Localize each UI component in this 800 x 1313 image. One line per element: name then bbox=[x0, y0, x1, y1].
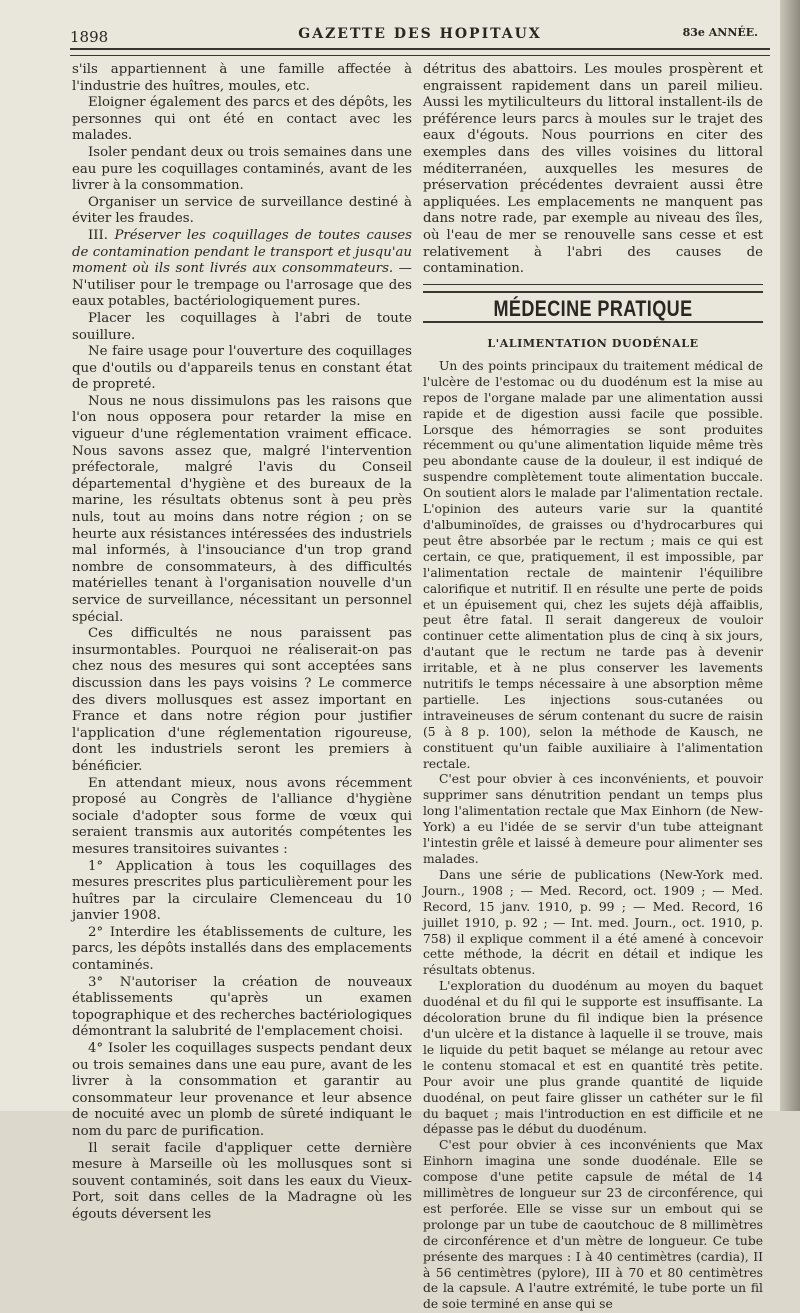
list-item: 2° Interdire les établissements de culture, les parcs, les dépôts installés dans des emplacements contaminés. bbox=[72, 924, 412, 974]
list-item: 1° Application à tous les coquillages des mesures prescrites plus particulièrement pour les huîtres par la circulaire Clemenceau du 10 janvier 1908. bbox=[72, 858, 412, 924]
paragraph: Eloigner également des parcs et des dépôts, les personnes qui ont été en contact avec les malades. bbox=[72, 95, 412, 144]
paragraph: L'exploration du duodénum au moyen du baquet duodénal et du fil qui le supporte est insuffisante. La décoloration brune du fil indique bien la présence d'un ulcère et la distance à laquelle il se trouve, mais le liquide du petit baquet se mélange au retour avec le contenu stomacal et est en quantité très petite. Pour avoir une plus grande quantité de liquide duodénal, on peut faire glisser un cathéter sur le fil du baquet ; mais l'introduction en est difficile et ne dépasse pas le début du duodénum. bbox=[423, 979, 763, 1137]
italic-heading: Préserver les coquillages de toutes causes de contamination pendant le transport et jusqu'au moment où ils sont livrés aux consommateurs. bbox=[72, 227, 412, 277]
left-column bbox=[72, 62, 412, 1224]
paragraph-text: — N'utiliser pour le trempage ou l'arrosage que des eaux potables, bactériologiquement pures. bbox=[72, 261, 412, 310]
list-item: 4° Isoler les coquillages suspects pendant deux ou trois semaines dans une eau pure, avant de les livrer à la consommation et garantir au consommateur leur provenance et leur absence de nocuité avec un plomb de sûreté indiquant le nom du parc de purification. bbox=[72, 1041, 412, 1139]
section-title: MÉDECINE PRATIQUE bbox=[493, 295, 693, 321]
article-subtitle: L'ALIMENTATION DUODÉNALE bbox=[487, 337, 699, 351]
paragraph: Ces difficultés ne nous paraissent pas insurmontables. Pourquoi ne réaliserait-on pas chez nous des mesures qui sont acceptées sans discussion dans les pays voisins ? Le commerce des divers mollusques est assez important en France et dans notre région pour justifier l'application d'une réglementation rigoureuse, dont les industriels seront les premiers à bénéficier. bbox=[72, 626, 412, 774]
paragraph: Nous ne nous dissimulons pas les raisons que l'on nous opposera pour retarder la mise en vigueur d'une réglementation vraiment efficace. Nous savons assez que, malgré l'intervention préfectorale, malgré l'avis du Conseil départemental d'hygiène et des bureaux de la marine, les résultats obtenus sont à peu près nuls, tout au moins dans notre région ; on se heurte aux résistances intéressées des industriels mal informés, à l'insouciance d'un trop grand nombre de consommateurs, à des difficultés matérielles tenant à l'organisation nouvelle d'un service de surveillance, nécessitant un personnel spécial. bbox=[72, 393, 412, 625]
journal-title: GAZETTE DES HOPITAUX bbox=[298, 26, 542, 42]
paragraph: C'est pour obvier à ces inconvénients, et pouvoir supprimer sans dénutrition pendant un temps plus long l'alimentation rectale que Max Einhorn (de New-York) a eu l'idée de se servir d'un tube atteignant l'intestin grêle et laissé à demeure pour alimenter ses malades. bbox=[423, 772, 763, 866]
paragraph: Placer les coquillages à l'abri de toute souillure. bbox=[72, 310, 412, 343]
article-body bbox=[423, 359, 763, 1313]
header-rule bbox=[70, 48, 770, 56]
page-edge bbox=[780, 0, 800, 1111]
section-rule bbox=[423, 284, 763, 293]
paragraph: Organiser un service de surveillance destiné à éviter les fraudes. bbox=[72, 194, 412, 227]
roman-numeral: III. bbox=[88, 227, 115, 243]
paragraph: En attendant mieux, nous avons récemment proposé au Congrès de l'alliance d'hygiène sociale d'adopter sous forme de vœux qui seraient transmis aux autorités compétentes les mesures transitoires suivantes : bbox=[72, 775, 412, 857]
paragraph: Isoler pendant deux ou trois semaines dans une eau pure les coquillages contaminés, avant de les livrer à la consommation. bbox=[72, 144, 412, 194]
paragraph: s'ils appartiennent à une famille affectée à l'industrie des huîtres, moules, etc. bbox=[72, 62, 412, 94]
paragraph: C'est pour obvier à ces inconvénients que Max Einhorn imagina une sonde duodénale. Elle se compose d'une petite capsule de métal de 14 millimètres de longueur sur 23 de circonférence, qui est perforée. Elle se visse sur un embout qui se prolonge par un tube de caoutchouc de 8 millimètres de circonférence et d'un mètre de longueur. Ce tube présente des marques : I à 40 centimètres (cardia), II à 56 centimètres (pylore), III à 70 et 80 centimètres de la capsule. A l'autre extrémité, le tube porte un fil de soie terminé en anse qui se bbox=[423, 1138, 763, 1312]
paragraph: Un des points principaux du traitement médical de l'ulcère de l'estomac ou du duodénum est la mise au repos de l'organe malade par une alimentation aussi rapide et de digestion aussi facile que possible. Lorsque des hémorragies se sont produites récemment ou qu'une alimentation liquide même très peu abondante cause de la douleur, il est indiqué de suspendre complètement toute alimentation buccale. On soutient alors le malade par l'alimentation rectale. L'opinion des auteurs varie sur la quantité d'albuminoïdes, de graisses ou d'hydrocarbures qui peut être absorbée par le rectum ; mais ce qui est certain, ce que, pratiquement, il est impossible, par l'alimentation rectale de maintenir l'équilibre calorifique et nutritif. Il en résulte une perte de poids et un épuisement qui, chez les sujets déjà affaiblis, peut être fatal. Il serait dangereux de vouloir continuer cette alimentation plus de cinq à six jours, d'autant que le rectum ne tarde pas à devenir irritable, et à ne plus conserver les lavements nutritifs le temps nécessaire à une absorption même partielle. Les injections sous-cutanées ou intraveineuses de sérum contenant du sucre de raisin (5 à 8 p. 100), selon la méthode de Kausch, ne constituent qu'un faible auxiliaire à l'alimentation rectale. bbox=[423, 358, 763, 771]
paragraph: détritus des abattoirs. Les moules prospèrent et engraissent rapidement dans un pareil milieu. Aussi les mytiliculteurs du littoral installent-ils de préférence leurs parcs à moules sur le trajet des eaux d'égouts. Nous pourrions en citer des exemples dans des villes voisines du littoral méditerranéen, auxquelles les mesures de préservation précédentes devraient aussi être appliquées. Les emplacements ne manquent pas dans notre rade, par exemple au niveau des îles, où l'eau de mer se renouvelle sans cesse et est relativement à l'abri des causes de contamination. bbox=[423, 62, 763, 277]
right-column bbox=[423, 62, 763, 1313]
paragraph: Dans une série de publications (New-York med. Journ., 1908 ; — Med. Record, oct. 1909 ; — Med. Record, 15 janv. 1910, p. 99 ; — Med. Record, 16 juillet 1910, p. 92 ; — Int. med. Journ., oct. 1910, p. 758) il explique comment il a été amené à concevoir cette méthode, la décrit en détail et indique les résultats obtenus. bbox=[423, 867, 763, 978]
page-year: 1898 bbox=[70, 28, 109, 46]
paragraph: Il serait facile d'appliquer cette dernière mesure à Marseille où les mollusques sont si souvent contaminés, soit dans les eaux du Vieux-Port, soit dans celles de la Madragne où les égouts déversent les bbox=[72, 1140, 412, 1222]
list-item: 3° N'autoriser la création de nouveaux établissements qu'après un examen topographique et des recherches bactériologiques démontrant la salubrité de l'emplacement choisi. bbox=[72, 974, 412, 1040]
paragraph-preserver bbox=[72, 228, 412, 311]
paragraph: Ne faire usage pour l'ouverture des coquillages que d'outils ou d'appareils tenus en constant état de propreté. bbox=[72, 344, 412, 393]
volume-year: 83e ANNÉE. bbox=[682, 26, 758, 39]
section-rule bbox=[423, 321, 763, 326]
page-header bbox=[70, 22, 770, 46]
